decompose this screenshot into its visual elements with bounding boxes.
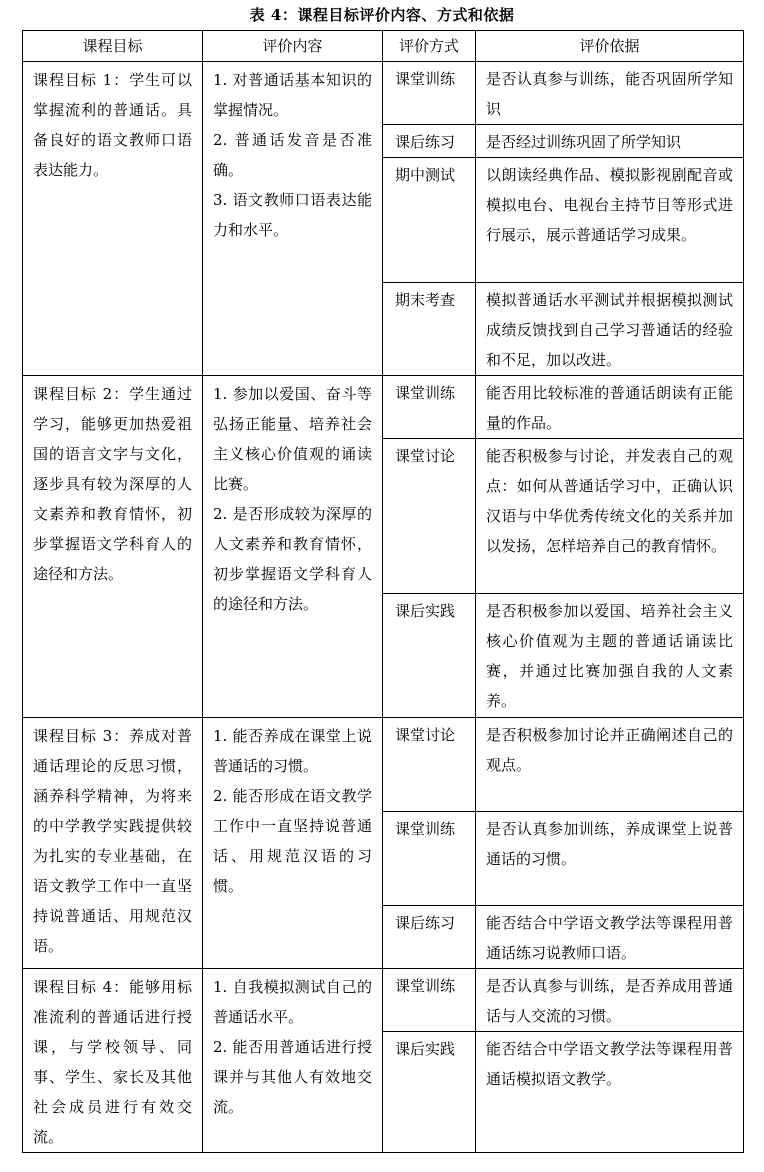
table-row <box>23 376 744 439</box>
header-eval-method: 评价方式 <box>383 31 476 62</box>
header-eval-basis: 评价依据 <box>476 31 744 62</box>
eval-content-item: 2. 能否用普通话进行授课并与其他人有效地交流。 <box>213 1038 372 1116</box>
table-caption: 表 4：课程目标评价内容、方式和依据 <box>249 6 515 24</box>
eval-basis-cell: 是否认真参加训练，养成课堂上说普通话的习惯。 <box>476 812 744 906</box>
course-goal-cell: 课程目标 1：学生可以掌握流利的普通话。具备良好的语文教师口语表达能力。 <box>23 62 203 376</box>
header-eval-content: 评价内容 <box>203 31 383 62</box>
eval-method-cell: 期中测试 <box>383 158 476 283</box>
eval-method-cell: 课后练习 <box>383 125 476 158</box>
eval-basis-cell: 能否结合中学语文教学法等课程用普通话模拟语文教学。 <box>476 1032 744 1153</box>
eval-method-cell: 课后实践 <box>383 1032 476 1153</box>
eval-content-item: 2. 能否形成在语文教学工作中一直坚持说普通话、用规范汉语的习惯。 <box>213 787 372 895</box>
header-course-goal: 课程目标 <box>23 31 203 62</box>
eval-basis-cell: 是否认真参与训练，能否巩固所学知识 <box>476 62 744 125</box>
eval-content-item: 1. 能否养成在课堂上说普通话的习惯。 <box>213 727 372 775</box>
eval-basis-cell: 是否积极参加以爱国、培养社会主义核心价值观为主题的普通话诵读比赛，并通过比赛加强自我的人文素养。 <box>476 594 744 718</box>
eval-basis-cell: 以朗读经典作品、模拟影视剧配音或模拟电台、电视台主持节目等形式进行展示，展示普通话学习成果。 <box>476 158 744 283</box>
eval-method-cell: 期末考查 <box>383 283 476 376</box>
eval-method-cell: 课后实践 <box>383 594 476 718</box>
eval-basis-cell: 能否结合中学语文教学法等课程用普通话练习说教师口语。 <box>476 906 744 969</box>
table-row <box>23 969 744 1032</box>
eval-basis-cell: 模拟普通话水平测试并根据模拟测试成绩反馈找到自己学习普通话的经验和不足，加以改进。 <box>476 283 744 376</box>
table-row <box>23 62 744 125</box>
eval-basis-cell: 能否用比较标准的普通话朗读有正能量的作品。 <box>476 376 744 439</box>
eval-content-item: 1. 自我模拟测试自己的普通话水平。 <box>213 978 372 1026</box>
table-row <box>23 718 744 812</box>
course-goal-cell: 课程目标 2：学生通过学习，能够更加热爱祖国的语言文字与文化，逐步具有较为深厚的人文素养和教育情怀，初步掌握语文学科育人的途径和方法。 <box>23 376 203 718</box>
eval-content-item: 2. 是否形成较为深厚的人文素养和教育情怀，初步掌握语文学科育人的途径和方法。 <box>213 505 372 613</box>
evaluation-table <box>22 30 744 1153</box>
course-goal-cell: 课程目标 3：养成对普通话理论的反思习惯，涵养科学精神，为将来的中学教学实践提供较为扎实的专业基础，在语文教学工作中一直坚持说普通话、用规范汉语。 <box>23 718 203 969</box>
eval-content-item: 1. 参加以爱国、奋斗等弘扬正能量、培养社会主义核心价值观的诵读比赛。 <box>213 385 372 493</box>
eval-content-item: 3. 语文教师口语表达能力和水平。 <box>213 191 372 239</box>
eval-basis-cell: 是否积极参加讨论并正确阐述自己的观点。 <box>476 718 744 812</box>
table-header-row <box>23 31 744 62</box>
eval-method-cell: 课堂训练 <box>383 376 476 439</box>
course-goal-cell: 课程目标 4：能够用标准流利的普通话进行授课，与学校领导、同事、学生、家长及其他社会成员进行有效交流。 <box>23 969 203 1153</box>
eval-content-cell <box>203 718 383 969</box>
eval-content-item: 1. 对普通话基本知识的掌握情况。 <box>213 71 372 119</box>
eval-content-cell <box>203 969 383 1153</box>
eval-content-cell <box>203 376 383 718</box>
eval-method-cell: 课堂讨论 <box>383 439 476 594</box>
eval-basis-cell: 是否经过训练巩固了所学知识 <box>476 125 744 158</box>
eval-method-cell: 课堂训练 <box>383 812 476 906</box>
eval-basis-cell: 能否积极参与讨论，并发表自己的观点：如何从普通话学习中，正确认识汉语与中华优秀传统文化的关系并加以发扬，怎样培养自己的教育情怀。 <box>476 439 744 594</box>
eval-basis-cell: 是否认真参与训练，是否养成用普通话与人交流的习惯。 <box>476 969 744 1032</box>
eval-content-item: 2. 普通话发音是否准确。 <box>213 131 372 179</box>
eval-content-cell <box>203 62 383 376</box>
eval-method-cell: 课后练习 <box>383 906 476 969</box>
eval-method-cell: 课堂训练 <box>383 969 476 1032</box>
eval-method-cell: 课堂讨论 <box>383 718 476 812</box>
eval-method-cell: 课堂训练 <box>383 62 476 125</box>
